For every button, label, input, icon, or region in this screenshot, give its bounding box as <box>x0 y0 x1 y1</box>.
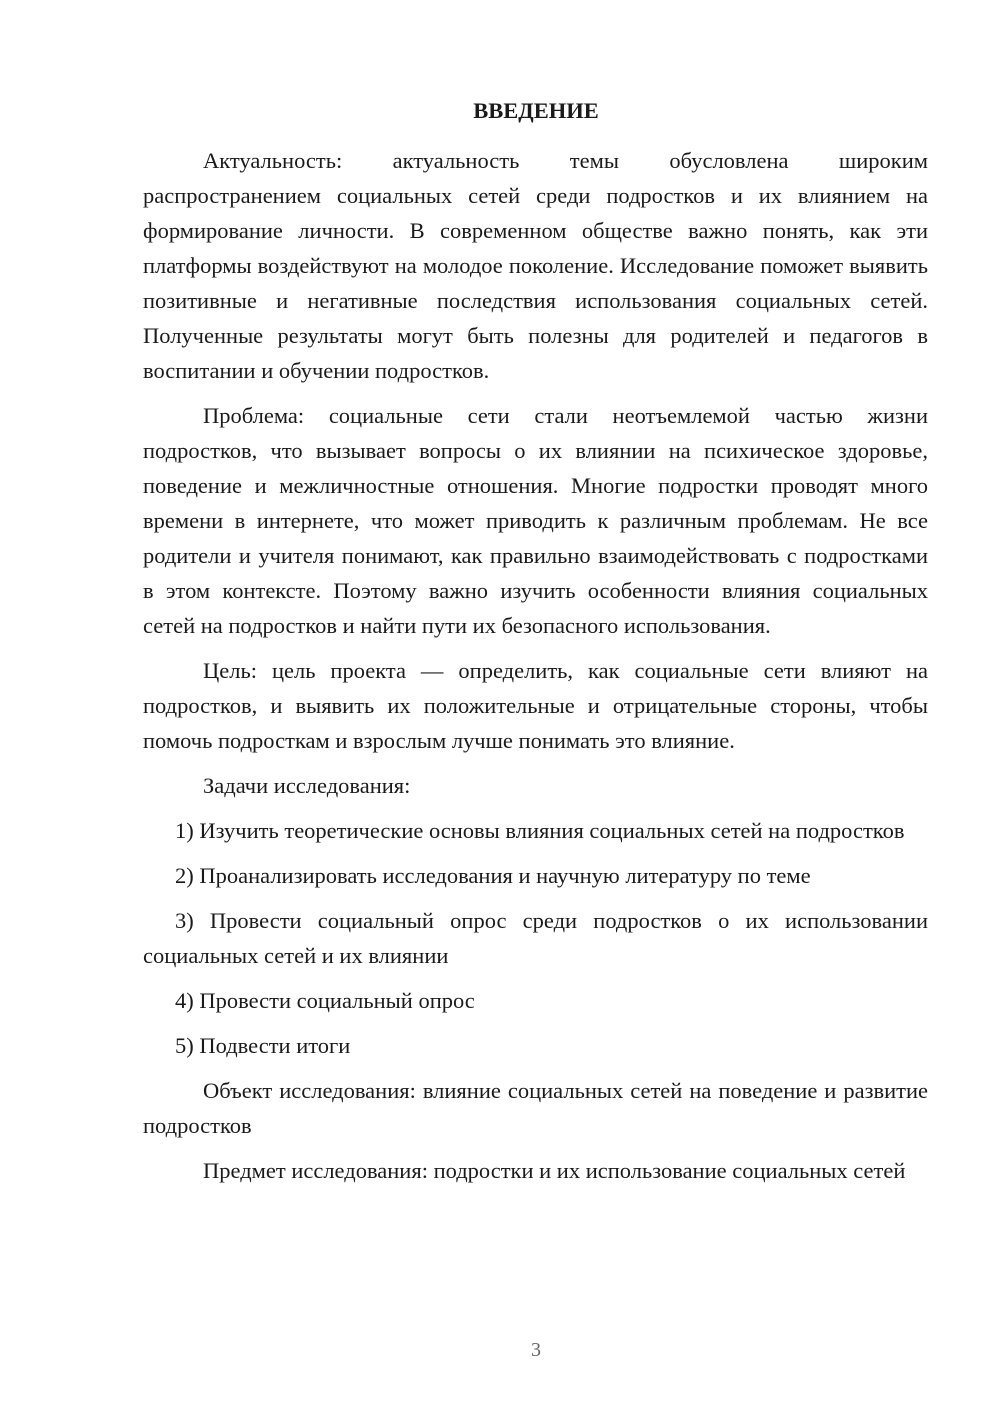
page-title: ВВЕДЕНИЕ <box>473 98 599 123</box>
paragraph-goal: Цель: цель проекта — определить, как социальные сети влияют на подростков, и выявить их положительные и отрицательные стороны, чтобы помочь подросткам и взрослым лучше понимать это влияние. <box>143 658 928 753</box>
paragraph-subject: Предмет исследования: подростки и их использование социальных сетей <box>203 1158 906 1183</box>
task-item-2: 2) Проанализировать исследования и научную литературу по теме <box>175 863 811 888</box>
task-item-5: 5) Подвести итоги <box>175 1033 351 1058</box>
paragraph-tasks-heading: Задачи исследования: <box>203 773 411 798</box>
paragraph-relevance: Актуальность: актуальность темы обусловлена широким распространением социальных сетей среди подростков и их влиянием на формирование личности. В современном обществе важно понять, как эти платформы воздействуют на молодое поколение. Исследование поможет выявить позитивные и негативные последствия использования социальных сетей. Полученные результаты могут быть полезны для родителей и педагогов в воспитании и обучении подростков. <box>143 148 928 383</box>
task-item-4: 4) Провести социальный опрос <box>175 988 475 1013</box>
task-item-1: 1) Изучить теоретические основы влияния социальных сетей на подростков <box>175 818 905 843</box>
task-item-3: 3) Провести социальный опрос среди подростков о их использовании социальных сетей и их влиянии <box>143 908 928 968</box>
paragraph-problem: Проблема: социальные сети стали неотъемлемой частью жизни подростков, что вызывает вопросы о их влиянии на психическое здоровье, поведение и межличностные отношения. Многие подростки проводят много времени в интернете, что может приводить к различным проблемам. Не все родители и учителя понимают, как правильно взаимодействовать с подростками в этом контексте. Поэтому важно изучить особенности влияния социальных сетей на подростков и найти пути их безопасного использования. <box>143 403 928 638</box>
paragraph-object: Объект исследования: влияние социальных сетей на поведение и развитие подростков <box>143 1078 928 1138</box>
page-number: 3 <box>531 1339 541 1361</box>
document-body <box>143 143 928 1198</box>
